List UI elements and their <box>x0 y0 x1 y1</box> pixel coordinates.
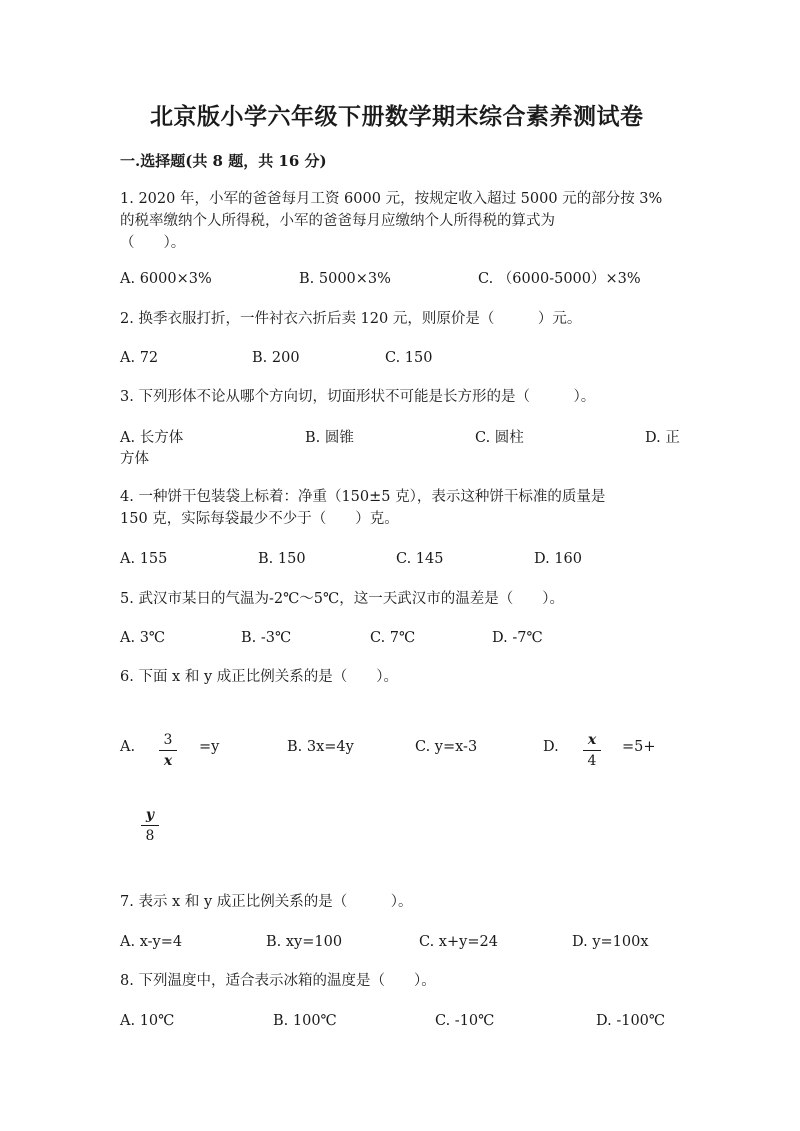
question-7-option-a[interactable]: A. x-y=4 <box>120 934 183 950</box>
question-4-option-d[interactable]: D. 160 <box>534 551 583 567</box>
question-5-line-1: 5. 武汉市某日的气温为-2℃～5℃，这一天武汉市的温差是（ ）。 <box>120 591 564 607</box>
question-8-option-c[interactable]: C. -10℃ <box>435 1013 495 1029</box>
fraction-bar <box>583 750 601 751</box>
fraction-numerator: x <box>587 732 597 748</box>
question-6-option-d-fraction-2 <box>141 808 159 845</box>
question-1-option-a[interactable]: A. 6000×3% <box>120 271 212 287</box>
question-1-option-c[interactable]: C. （6000-5000）×3% <box>478 271 641 287</box>
question-1-line-1: 1. 2020 年，小军的爸爸每月工资 6000 元，按规定收入超过 5000 元的部分按 3% <box>120 191 663 207</box>
question-7-option-b[interactable]: B. xy=100 <box>266 934 343 950</box>
fraction-bar <box>159 750 177 751</box>
fraction-numerator: 3 <box>163 732 173 748</box>
question-1-line-3: （ ）。 <box>120 235 186 251</box>
question-4-option-b[interactable]: B. 150 <box>258 551 306 567</box>
question-6-option-a[interactable]: A. <box>120 739 136 755</box>
fraction-denominator: 8 <box>145 828 155 844</box>
question-5-option-b[interactable]: B. -3℃ <box>241 630 292 646</box>
question-6-option-b[interactable]: B. 3x=4y <box>287 739 354 755</box>
question-2-option-b[interactable]: B. 200 <box>252 350 300 366</box>
question-7-option-c[interactable]: C. x+y=24 <box>419 934 498 950</box>
question-2-line-1: 2. 换季衣服打折，一件衬衣六折后卖 120 元，则原价是（ ）元。 <box>120 311 582 327</box>
question-1-option-b[interactable]: B. 5000×3% <box>299 271 391 287</box>
question-8-option-a[interactable]: A. 10℃ <box>120 1013 175 1029</box>
fraction-bar <box>141 825 159 826</box>
question-3-option-b[interactable]: B. 圆锥 <box>305 430 354 446</box>
question-5-option-d[interactable]: D. -7℃ <box>492 630 543 646</box>
fraction-denominator: 4 <box>587 753 597 769</box>
question-6-option-d-fraction-1 <box>583 733 601 770</box>
question-4-option-c[interactable]: C. 145 <box>396 551 444 567</box>
question-4-line-1: 4. 一种饼干包装袋上标着：净重（150±5 克），表示这种饼干标准的质量是 <box>120 489 606 505</box>
question-6-option-d[interactable]: D. <box>543 739 559 755</box>
question-6-option-d-tail: =5+ <box>622 739 656 755</box>
question-3-option-c[interactable]: C. 圆柱 <box>475 430 524 446</box>
question-8-option-b[interactable]: B. 100℃ <box>273 1013 337 1029</box>
question-3-option-d[interactable]: D. 正 <box>645 430 680 446</box>
question-4-option-a[interactable]: A. 155 <box>120 551 168 567</box>
question-6-line-1: 6. 下面 x 和 y 成正比例关系的是（ ）。 <box>120 669 398 685</box>
question-3-option-d-continued: 方体 <box>120 451 149 467</box>
question-3-option-a[interactable]: A. 长方体 <box>120 430 184 446</box>
question-8-option-d[interactable]: D. -100℃ <box>596 1013 666 1029</box>
question-7-line-1: 7. 表示 x 和 y 成正比例关系的是（ ）。 <box>120 894 413 910</box>
section-heading: 一.选择题(共 8 题，共 16 分) <box>120 152 327 170</box>
page-title: 北京版小学六年级下册数学期末综合素养测试卷 <box>150 103 644 130</box>
question-2-option-a[interactable]: A. 72 <box>120 350 159 366</box>
question-8-line-1: 8. 下列温度中，适合表示冰箱的温度是（ ）。 <box>120 973 436 989</box>
question-6-option-c[interactable]: C. y=x-3 <box>415 739 478 755</box>
question-1-line-2: 的税率缴纳个人所得税，小军的爸爸每月应缴纳个人所得税的算式为 <box>120 213 555 229</box>
question-2-option-c[interactable]: C. 150 <box>385 350 433 366</box>
question-6-option-a-fraction <box>159 733 177 770</box>
question-5-option-a[interactable]: A. 3℃ <box>120 630 166 646</box>
question-3-line-1: 3. 下列形体不论从哪个方向切，切面形状不可能是长方形的是（ ）。 <box>120 389 596 405</box>
question-6-option-a-tail: =y <box>199 739 220 755</box>
fraction-denominator: x <box>163 753 173 769</box>
fraction-numerator: y <box>145 807 155 823</box>
question-7-option-d[interactable]: D. y=100x <box>572 934 649 950</box>
question-4-line-2: 150 克，实际每袋最少不少于（ ）克。 <box>120 511 399 527</box>
question-5-option-c[interactable]: C. 7℃ <box>370 630 416 646</box>
